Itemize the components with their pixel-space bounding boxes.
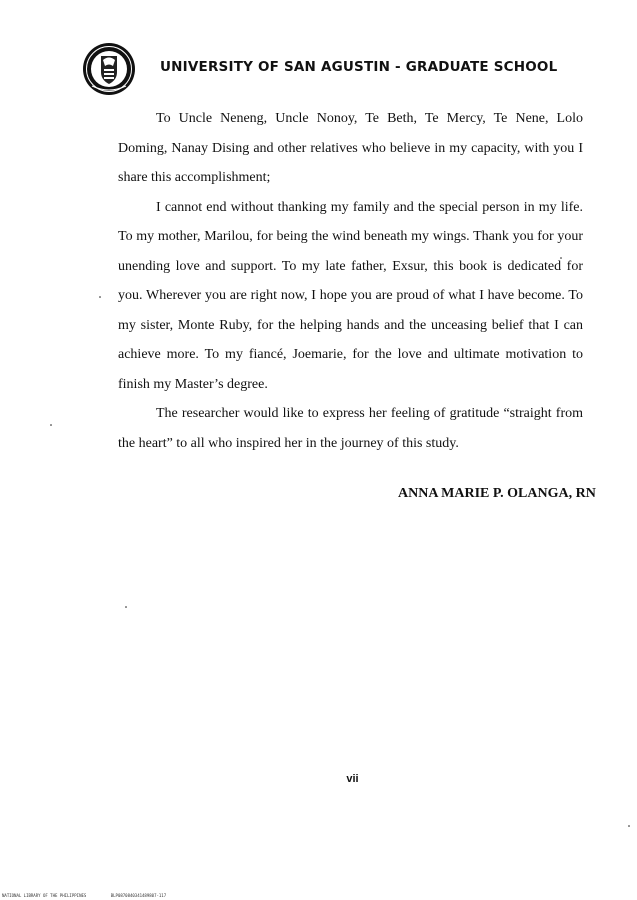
library-footer-stamp — [2, 893, 166, 898]
dedication-body — [118, 104, 583, 458]
library-name: NATIONAL LIBRARY OF THE PHILIPPINES — [2, 893, 87, 898]
paragraph-gratitude: The researcher would like to express her feeling of gratitude “straight from the heart” to all who inspired her in the journey of this study. — [118, 406, 583, 451]
scan-speck — [125, 606, 127, 608]
author-signature: ANNA MARIE P. OLANGA, RN — [398, 486, 596, 501]
scan-speck — [628, 825, 630, 827]
library-code: BLP0870840341489807-117 — [110, 893, 167, 898]
scan-speck — [560, 257, 562, 259]
institution-title: UNIVERSITY OF SAN AGUSTIN - GRADUATE SCHOOL — [160, 59, 558, 75]
scan-speck — [50, 424, 52, 426]
university-seal-icon — [82, 42, 136, 96]
page-number: vii — [346, 773, 359, 785]
paragraph-family: I cannot end without thanking my family and the special person in my life. To my mother, Marilou, for being the wind beneath my wings. Thank you for your unending love and support. To my late father, Exsur, this book is dedicated for you. Wherever you are right now, I hope you are proud of what I have become. To my sister, Monte Ruby, for the helping hands and the unceasing belief that I can achieve more. To my fiancé, Joemarie, for the love and ultimate motivation to finish my Master’s degree. — [118, 199, 583, 392]
paragraph-relatives: To Uncle Neneng, Uncle Nonoy, Te Beth, Te Mercy, Te Nene, Lolo Doming, Nanay Dising and other relatives who believe in my capacity, with you I share this accomplishment; — [118, 111, 583, 185]
scan-speck — [99, 296, 101, 298]
